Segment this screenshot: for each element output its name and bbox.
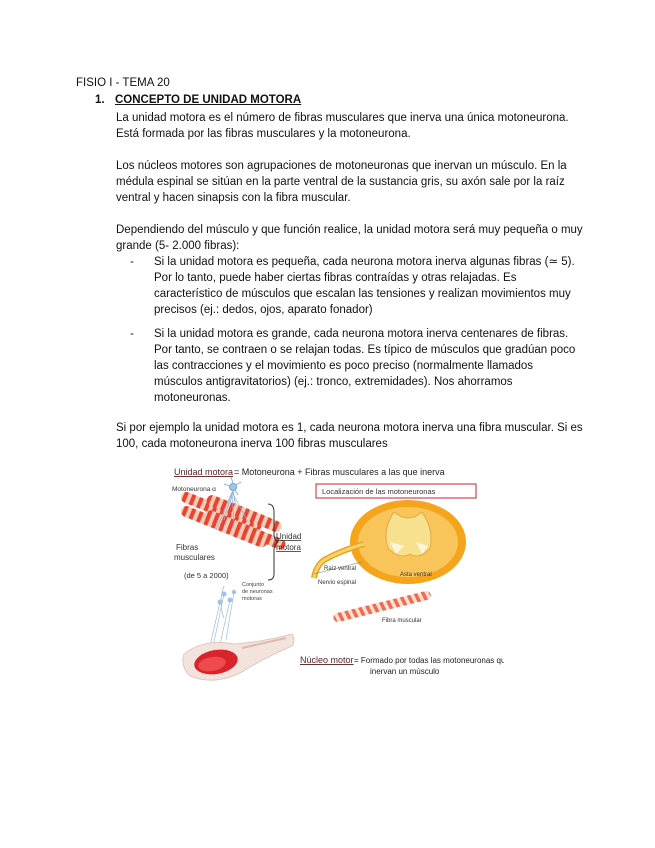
caption-term-nucleo-motor: Núcleo motor	[300, 655, 354, 665]
section-number: 1.	[95, 94, 105, 106]
bullet-text: Si la unidad motora es pequeña, cada neurona motora inerva algunas fibras (≃ 5). Por lo tanto, puede haber ciertas fibras contraídas y otras relajadas. Es característico de músculos que escalan las tensiones y realizan movimientos muy precisos (ej.: dedos, ojos, aparato fonador)	[154, 256, 575, 316]
caption-definition-unidad-motora: = Motoneurona + Fibras musculares a las que inerva	[234, 467, 445, 477]
caption-definition-nucleo-motor: = Formado por todas las motoneuronas que	[354, 656, 504, 665]
motor-unit-figure	[164, 462, 504, 690]
paragraph-size-range: Dependiendo del músculo y que función realice, la unidad motora será muy pequeña o muy grande (5- 2.000 fibras):	[116, 224, 583, 252]
section-title: CONCEPTO DE UNIDAD MOTORA	[115, 94, 302, 106]
label-raiz-ventral: Raíz ventral	[324, 566, 357, 572]
label-unidad: Unidad	[276, 532, 302, 541]
label-musculares: musculares	[174, 553, 215, 562]
bullet-large-unit	[130, 326, 578, 406]
muscle-fibers-bundle	[179, 490, 287, 551]
paragraph-definition: La unidad motora es el número de fibras musculares que inerva una única motoneurona. Está formada por las fibras musculares y la motoneurona.	[116, 112, 569, 140]
neuron-group-icon	[210, 586, 236, 646]
label-fibras: Fibras	[176, 543, 199, 552]
section-heading	[95, 94, 301, 106]
figure-illustration	[164, 462, 504, 690]
caption-definition-nucleo-motor-2: inervan un músculo	[370, 667, 440, 676]
arm-muscle-illustration	[183, 634, 294, 680]
bullet-text: Si la unidad motora es grande, cada neurona motora inerva centenares de fibras. Por tanto, se contraen o se relajan todas. Es típico de músculos que gradúan poco las contracciones y el movimiento es poco preciso (normalmente llamados músculos antigravitatorios) (ej.: tronco, extremidades). Nos ahorramos motoneuronas.	[154, 328, 576, 404]
label-range: (de 5 a 2000)	[184, 571, 229, 580]
label-de-neuronas: de neuronas	[242, 589, 273, 595]
bullet-marker: -	[130, 328, 134, 340]
label-fibra-muscular: Fibra muscular	[382, 618, 422, 624]
paragraph-motor-nuclei: Los núcleos motores son agrupaciones de motoneuronas que inervan un músculo. En la médula espinal se sitúan en la parte ventral de la sustancia gris, su axón sale por la raíz ventral y hacen sinapsis con la fibra muscular.	[116, 160, 567, 204]
label-conjunto: Conjunto	[242, 582, 265, 588]
bullet-marker: -	[130, 256, 134, 268]
label-asta-ventral: Asta ventral	[400, 572, 432, 578]
caption-term-unidad-motora: Unidad motora	[174, 467, 234, 477]
label-motora: motora	[276, 543, 301, 552]
paragraph-example: Si por ejemplo la unidad motora es 1, cada neurona motora inerva una fibra muscular. Si es 100, cada motoneurona inerva 100 fibras musculares	[116, 422, 583, 450]
localization-box-title: Localización de las motoneuronas	[322, 487, 436, 496]
label-nervio-espinal: Nervio espinal	[318, 580, 357, 586]
label-motoras: motoras	[242, 596, 262, 602]
document-header: FISIO I - TEMA 20	[76, 77, 170, 89]
label-motoneurona: Motoneurona α	[172, 486, 216, 493]
bullet-small-unit	[130, 254, 578, 318]
